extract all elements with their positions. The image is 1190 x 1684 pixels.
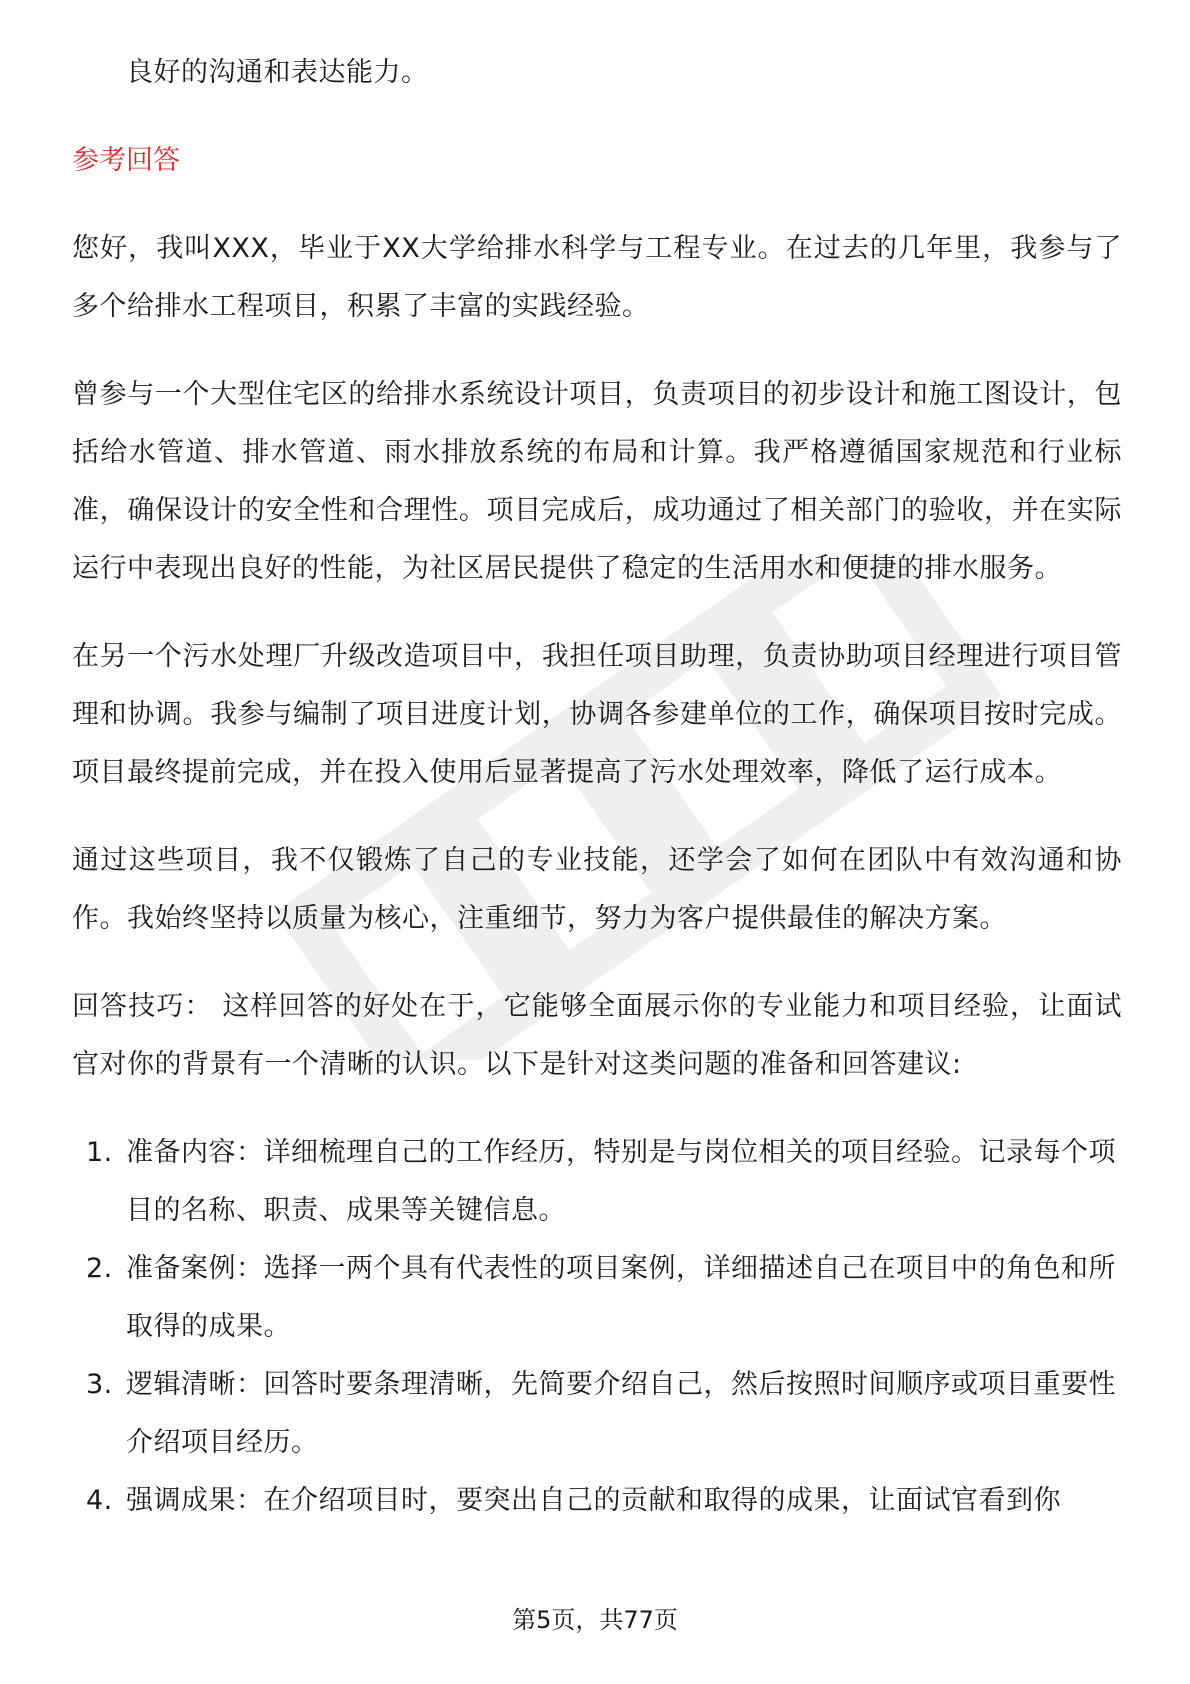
answer-paragraph-3: 在另一个污水处理厂升级改造项目中，我担任项目助理，负责协助项目经理进行项目管理和协调。我参与编制了项目进度计划，协调各参建单位的工作，确保项目按时完成。项目最终提前完成，并在投入使用后显著提高了污水处理效率，降低了运行成本。 xyxy=(72,641,1122,788)
list-item-text: 准备内容：详细梳理自己的工作经历，特别是与岗位相关的项目经验。记录每个项目的名称、职责、成果等关键信息。 xyxy=(126,1137,1116,1226)
list-item xyxy=(72,1356,1122,1472)
reference-answer-heading: 参考回答 xyxy=(72,145,180,176)
list-item-text: 准备案例：选择一两个具有代表性的项目案例，详细描述自己在项目中的角色和所取得的成果。 xyxy=(126,1253,1116,1342)
list-item xyxy=(72,1472,1122,1530)
list-item-number: 4. xyxy=(86,1485,113,1516)
intro-tail-text: 良好的沟通和表达能力。 xyxy=(126,57,429,88)
list-item-text: 逻辑清晰：回答时要条理清晰，先简要介绍自己，然后按照时间顺序或项目重要性介绍项目经历。 xyxy=(126,1369,1116,1458)
tips-list xyxy=(72,1124,1122,1530)
answer-paragraph-1: 您好，我叫XXX，毕业于XX大学给排水科学与工程专业。在过去的几年里，我参与了多个给排水工程项目，积累了丰富的实践经验。 xyxy=(72,233,1122,322)
page-number: 第5页，共77页 xyxy=(512,1606,678,1634)
list-item-text: 强调成果：在介绍项目时，要突出自己的贡献和取得的成果，让面试官看到你 xyxy=(126,1485,1061,1516)
list-item-number: 1. xyxy=(86,1137,113,1168)
list-item-number: 2. xyxy=(86,1253,113,1284)
list-item xyxy=(72,1124,1122,1240)
page-footer xyxy=(0,1600,1190,1635)
list-item xyxy=(72,1240,1122,1356)
answer-paragraph-2: 曾参与一个大型住宅区的给排水系统设计项目，负责项目的初步设计和施工图设计，包括给水管道、排水管道、雨水排放系统的布局和计算。我严格遵循国家规范和行业标准，确保设计的安全性和合理性。项目完成后，成功通过了相关部门的验收，并在实际运行中表现出良好的性能，为社区居民提供了稳定的生活用水和便捷的排水服务。 xyxy=(72,379,1122,584)
answer-tips-intro: 回答技巧： 这样回答的好处在于，它能够全面展示你的专业能力和项目经验，让面试官对你的背景有一个清晰的认识。以下是针对这类问题的准备和回答建议: xyxy=(72,991,1122,1080)
answer-paragraph-4: 通过这些项目，我不仅锻炼了自己的专业技能，还学会了如何在团队中有效沟通和协作。我始终坚持以质量为核心，注重细节，努力为客户提供最佳的解决方案。 xyxy=(72,845,1122,934)
document-content xyxy=(72,44,1122,1530)
list-item-number: 3. xyxy=(86,1369,113,1400)
